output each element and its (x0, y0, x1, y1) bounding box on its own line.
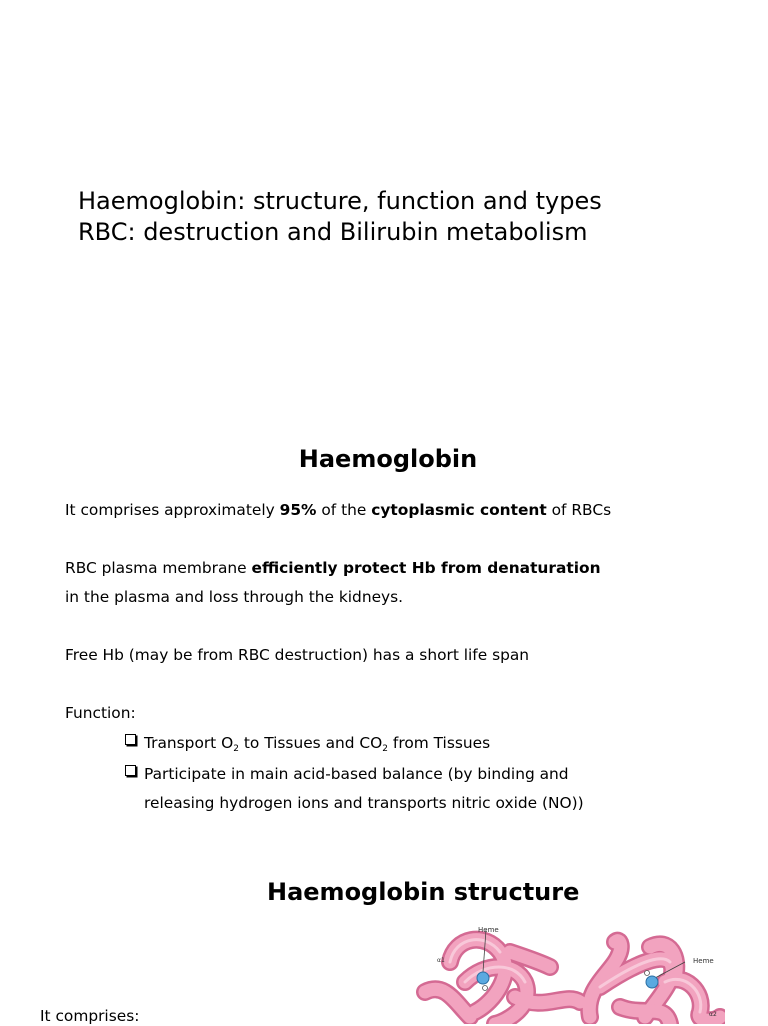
checkbox-bullet-icon (125, 734, 136, 745)
text: RBC plasma membrane (65, 559, 252, 577)
text: to Tissues and CO (238, 734, 383, 752)
text: of RBCs (546, 501, 612, 519)
function-label: Function: (65, 704, 136, 722)
title-line-1: Haemoglobin: structure, function and types (78, 187, 602, 215)
text: Transport O (144, 734, 234, 752)
bullet-acid-base-line-2: releasing hydrogen ions and transports nitric oxide (NO)) (144, 794, 584, 812)
subscript: 2 (382, 744, 389, 754)
text: from Tissues (388, 734, 491, 752)
figure-label-alpha1: α1 (437, 957, 445, 964)
section-heading-haemoglobin: Haemoglobin (298, 445, 478, 473)
figure-label-alpha2: α2 (709, 1011, 717, 1018)
paragraph-cytoplasmic (65, 500, 611, 520)
text: It comprises approximately (65, 501, 280, 519)
title-line-2: RBC: destruction and Bilirubin metabolism (78, 218, 588, 246)
bullet-transport (144, 733, 490, 753)
text: of the (316, 501, 372, 519)
section-heading-structure: Haemoglobin structure (267, 878, 580, 906)
haemoglobin-ribbon-figure (415, 922, 725, 1024)
figure-label-heme-left: Heme (478, 926, 499, 934)
bold-text: efficiently protect Hb from denaturation (251, 559, 601, 577)
figure-label-heme-right: Heme (693, 957, 714, 965)
paragraph-membrane-line-1 (65, 558, 601, 578)
checkbox-bullet-icon (125, 765, 136, 776)
bold-text: cytoplasmic content (371, 501, 547, 519)
comprises-label: It comprises: (40, 1007, 140, 1025)
subscript: 2 (233, 744, 239, 754)
bullet-acid-base-line-1: Participate in main acid-based balance (by binding and (144, 765, 569, 783)
bold-text: 95% (279, 501, 317, 519)
paragraph-membrane-line-2: in the plasma and loss through the kidneys. (65, 588, 404, 606)
paragraph-free-hb: Free Hb (may be from RBC destruction) has a short life span (65, 646, 530, 664)
